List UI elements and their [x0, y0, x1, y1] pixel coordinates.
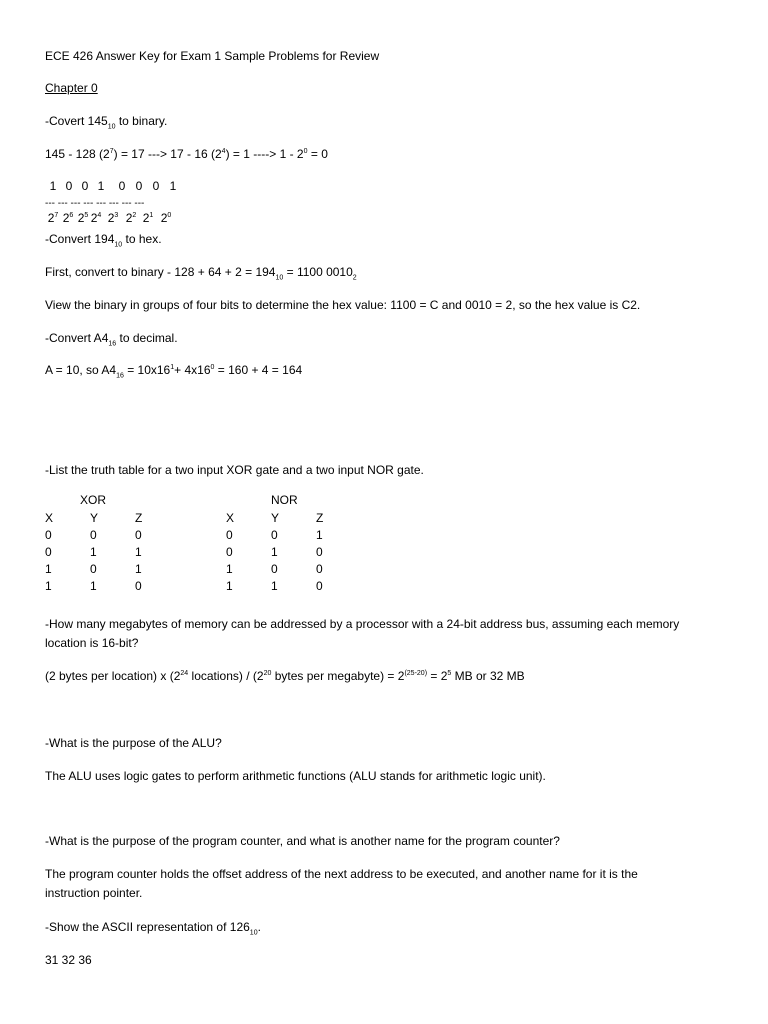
document-title: ECE 426 Answer Key for Exam 1 Sample Problems for Review: [45, 49, 380, 63]
q1-work: 145 - 128 $(2^7) = 17$ ---> 17 - 16 $(2^4) = 1$ ----> $1 - 2^0 = 0$: [45, 147, 328, 161]
q2-prompt: -Convert $194_{10}$ to hex.: [45, 232, 162, 249]
xor-truth-table: [45, 492, 165, 602]
xor-title: XOR: [80, 493, 107, 507]
nor-cell: 0: [271, 562, 278, 576]
bit: 0: [135, 179, 143, 193]
xor-cell: 1: [90, 579, 97, 593]
bit: 0: [152, 179, 160, 193]
xor-header-x: X: [45, 511, 54, 525]
nor-cell: 0: [271, 528, 278, 542]
bit: 1: [49, 179, 57, 193]
nor-cell: 0: [226, 545, 233, 559]
bit: 0: [118, 179, 126, 193]
xor-cell: 1: [90, 545, 97, 559]
power: $2^5$: [77, 211, 89, 225]
q2-answer-line1: First, convert to binary - $128 + 64 + 2 = 194_{10} = 1100$ $0010_2$: [45, 265, 357, 282]
power: $2^6$: [62, 211, 74, 225]
xor-cell: 1: [135, 562, 142, 576]
nor-header-y: Y: [271, 511, 280, 525]
power: $2^1$: [142, 211, 154, 225]
xor-cell: 0: [135, 528, 142, 542]
bit: 1: [169, 179, 177, 193]
chapter-heading: Chapter 0: [45, 81, 98, 95]
nor-cell: 0: [316, 562, 323, 576]
xor-cell: 1: [45, 579, 52, 593]
xor-header-z: Z: [135, 511, 143, 525]
bit: 0: [65, 179, 73, 193]
q3-answer: A = 10, so $A4_{16} = 10x16^1+ 4x16^0 = 160 + 4 = 164$: [45, 363, 303, 380]
nor-cell: 0: [226, 528, 233, 542]
q6-prompt: -What is the purpose of the ALU?: [45, 736, 222, 750]
q4-prompt: -List the truth table for a two input XOR gate and a two input NOR gate.: [45, 463, 424, 477]
q2-answer-line2: View the binary in groups of four bits to determine the hex value: 1100 = C and 0010 = 2, so the hex value is C2.: [45, 298, 641, 312]
nor-cell: 1: [316, 528, 323, 542]
nor-cell: 0: [316, 545, 323, 559]
bit: 1: [97, 179, 105, 193]
xor-cell: 0: [135, 579, 142, 593]
xor-cell: 0: [45, 528, 52, 542]
nor-header-x: X: [226, 511, 235, 525]
q5-prompt-line1: -How many megabytes of memory can be addressed by a processor with a 24-bit address bus, assuming each memory: [45, 617, 680, 631]
q3-prompt: -Convert $A4_{16}$ to decimal.: [45, 331, 178, 348]
xor-cell: 0: [90, 528, 97, 542]
nor-cell: 1: [271, 545, 278, 559]
q5-prompt-line2: location is 16-bit?: [45, 636, 139, 650]
q7-answer-line1: The program counter holds the offset address of the next address to be executed, and another name for it is the: [45, 867, 638, 881]
xor-cell: 0: [45, 545, 52, 559]
xor-header-y: Y: [90, 511, 99, 525]
power: $2^2$: [125, 211, 137, 225]
xor-cell: 1: [135, 545, 142, 559]
nor-title: NOR: [271, 493, 298, 507]
q6-answer: The ALU uses logic gates to perform arithmetic functions (ALU stands for arithmetic logic unit).: [45, 769, 546, 783]
power: $2^0$: [160, 211, 172, 225]
power: $2^7$: [47, 211, 59, 225]
power: $2^3$: [107, 211, 119, 225]
nor-header-z: Z: [316, 511, 324, 525]
nor-cell: 1: [226, 562, 233, 576]
q1-prompt: -Covert $145_{10}$ to binary.: [45, 114, 168, 131]
q7-answer-line2: instruction pointer.: [45, 886, 143, 900]
xor-cell: 1: [45, 562, 52, 576]
q8-answer: 31 32 36: [45, 953, 92, 967]
xor-cell: 0: [90, 562, 97, 576]
q5-answer: (2 bytes per location) x ($2^{24}$ locations) / ($2^{20}$ bytes per megabyte) = $2^{(25-20)} = 2^5$ MB or 32 MB: [45, 669, 525, 683]
q7-prompt: -What is the purpose of the program counter, and what is another name for the program counter?: [45, 834, 560, 848]
nor-cell: 1: [226, 579, 233, 593]
nor-truth-table: [226, 492, 346, 602]
q8-prompt: -Show the ASCII representation of $126_{10}$.: [45, 920, 261, 937]
bit: 0: [81, 179, 89, 193]
nor-cell: 0: [316, 579, 323, 593]
power: $2^4$: [90, 211, 102, 225]
nor-cell: 1: [271, 579, 278, 593]
q1-dashes: --- --- --- --- --- --- --- ---: [45, 198, 145, 209]
